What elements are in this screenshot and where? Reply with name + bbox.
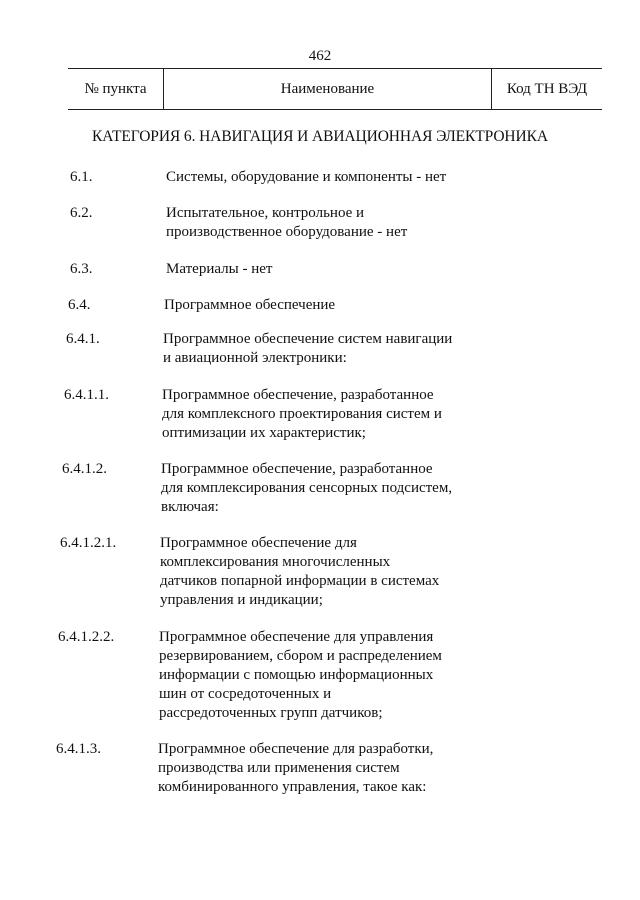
item-text: Программное обеспечение [164, 297, 336, 313]
item-number: 6.4.1.2. [62, 461, 107, 477]
item-text: Программное обеспечение систем навигации и авиационной электроники: [163, 331, 453, 366]
item-text: Испытательное, контрольное и производственное оборудование - нет [166, 205, 408, 240]
item-number: 6.4.1.1. [64, 387, 109, 403]
item-text: Программное обеспечение, разработанное для комплексирования сенсорных подсистем, включая: [161, 461, 453, 515]
item-text: Программное обеспечение для разработки, производства или применения систем комбинированного управления, такое как: [158, 741, 434, 795]
item-number: 6.1. [70, 169, 93, 185]
item-number: 6.4.1.2.2. [58, 629, 115, 645]
table-header [68, 68, 602, 110]
item-number: 6.4.1. [66, 331, 100, 347]
item-number: 6.4. [68, 297, 91, 313]
header-code: Код ТН ВЭД [506, 80, 588, 97]
header-item-number: № пункта [68, 69, 164, 109]
header-name: Наименование [164, 69, 492, 109]
item-number: 6.4.1.2.1. [60, 535, 117, 551]
item-text: Программное обеспечение для управления резервированием, сбором и распределением информации с помощью информационных шин от сосредоточенных и рассредоточенных групп датчиков; [159, 629, 442, 721]
item-number: 6.3. [70, 261, 93, 277]
item-number: 6.4.1.3. [56, 741, 101, 757]
item-number: 6.2. [70, 205, 93, 221]
page-number: 462 [308, 48, 332, 64]
item-text: Программное обеспечение, разработанное для комплексного проектирования систем и оптимизации их характеристик; [162, 387, 442, 441]
item-text: Системы, оборудование и компоненты - нет [166, 169, 447, 185]
item-text: Программное обеспечение для комплексирования многочисленных датчиков попарной информации в системах управления и индикации; [160, 535, 440, 608]
category-title: КАТЕГОРИЯ 6. НАВИГАЦИЯ И АВИАЦИОННАЯ ЭЛЕКТРОНИКА [92, 128, 548, 145]
item-text: Материалы - нет [166, 261, 273, 277]
